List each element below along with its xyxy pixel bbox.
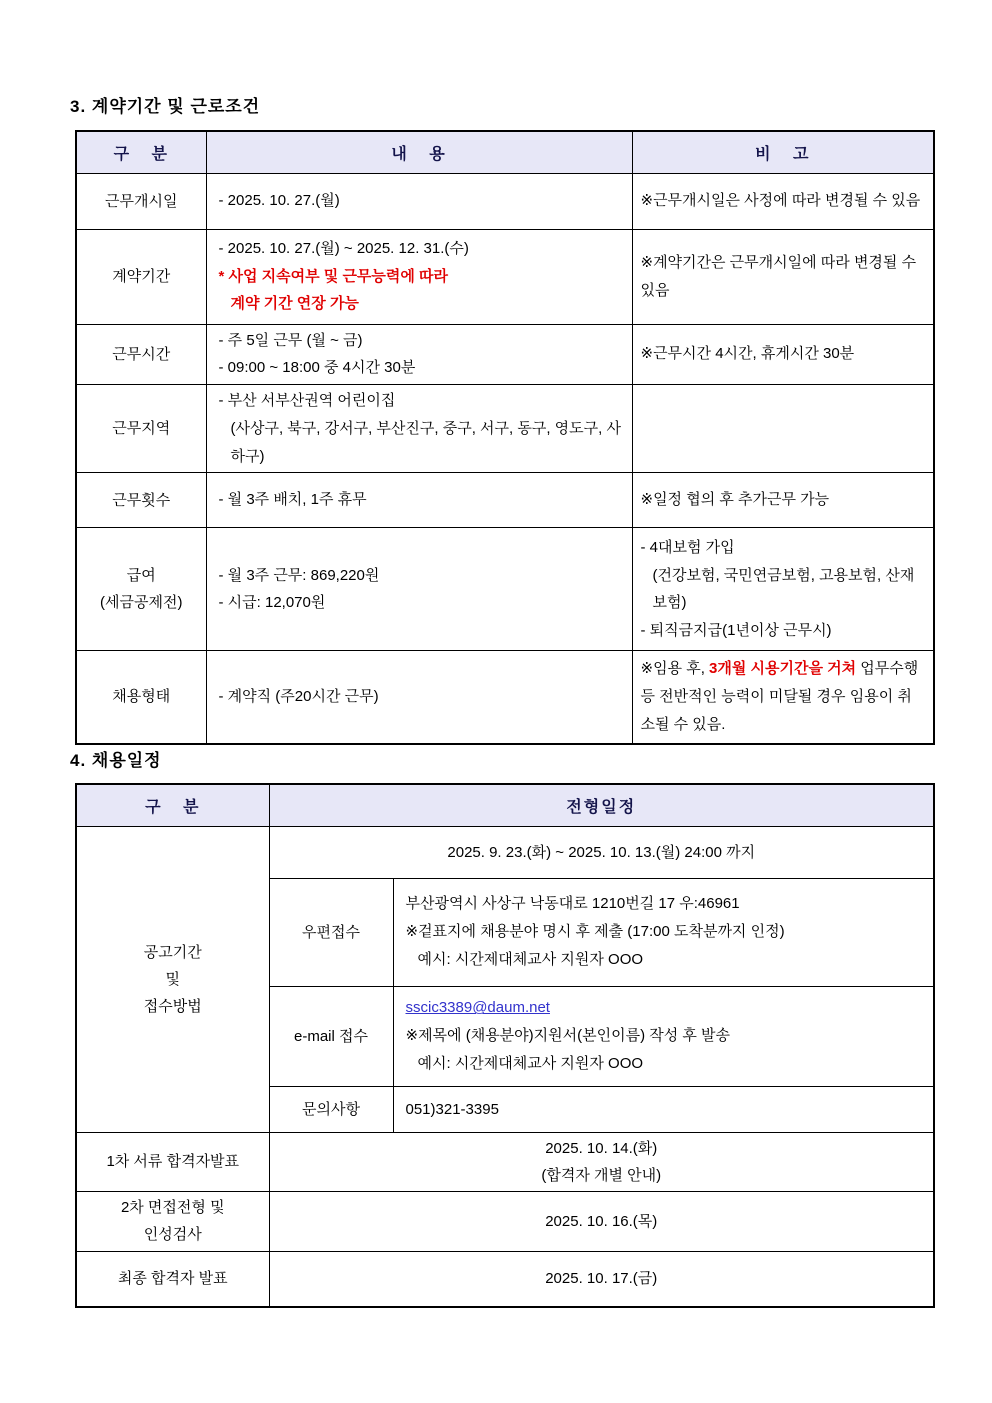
row-content: - 월 3주 배치, 1주 휴무 — [218, 491, 367, 509]
table2-header-row — [76, 784, 934, 826]
email-link[interactable]: sscic3389@daum.net — [405, 999, 550, 1017]
postal-note: ※겉표지에 채용분야 명시 후 제출 (17:00 도착분까지 인정) — [405, 923, 785, 941]
recruitment-schedule-table — [75, 783, 935, 1308]
row-note: (건강보험, 국민연금보험, 고용보험, 산재보험) — [652, 566, 915, 612]
row-content: - 시급: 12,070원 — [218, 594, 326, 612]
row-content: (사상구, 북구, 강서구, 부산진구, 중구, 서구, 동구, 영도구, 사하구) — [230, 419, 621, 465]
result-date: 2025. 10. 16.(목) — [269, 1191, 934, 1251]
row-label-sub: 인성검사 — [143, 1226, 202, 1243]
row-content-warning: 계약 기간 연장 가능 — [230, 295, 359, 313]
row-note: - 퇴직금지급(1년이상 근무시) — [640, 622, 832, 639]
row-note: ※근무개시일은 사정에 따라 변경될 수 있음 — [632, 173, 934, 229]
result-note: (합격자 개별 안내) — [541, 1166, 662, 1184]
row-label: 근무횟수 — [76, 473, 206, 528]
table1-header-note: 비 고 — [632, 131, 934, 173]
row-note: ※근무시간 4시간, 휴게시간 30분 — [632, 324, 934, 385]
table1-header-content: 내 용 — [206, 131, 632, 173]
section-3-title: 3. 계약기간 및 근로조건 — [70, 97, 261, 116]
probation-warning: 3개월 시용기간을 거쳐 — [709, 660, 857, 678]
table1-header-row — [76, 131, 934, 173]
postal-address: 부산광역시 사상구 낙동대로 1210번길 17 우:46961 — [405, 895, 740, 913]
table-row-employment-type — [76, 651, 934, 744]
row-content-warning: * 사업 지속여부 및 근무능력에 따라 — [218, 267, 449, 285]
row-label: 최종 합격자 발표 — [76, 1251, 269, 1307]
table-row-application-period — [76, 826, 934, 878]
table2-header-category: 구 분 — [76, 784, 269, 826]
row-label: 근무개시일 — [76, 173, 206, 229]
section-4-title: 4. 채용일정 — [70, 751, 162, 770]
table-row-work-frequency — [76, 473, 934, 528]
row-note: - 4대보험 가입 — [640, 538, 735, 556]
row-note — [632, 385, 934, 473]
row-note: ※일정 협의 후 추가근무 가능 — [632, 473, 934, 528]
email-apply-label: e-mail 접수 — [269, 986, 393, 1086]
row-content: - 주 5일 근무 (월 ~ 금) — [218, 331, 363, 349]
table-row-start-date — [76, 173, 934, 229]
row-label-sub: (세금공제전) — [100, 594, 183, 612]
row-content: - 계약직 (주20시간 근무) — [218, 688, 379, 705]
table-row-first-result — [76, 1132, 934, 1191]
row-note: ※계약기간은 근무개시일에 따라 변경될 수 있음 — [632, 229, 934, 324]
result-date: 2025. 10. 17.(금) — [269, 1251, 934, 1307]
row-label: 2차 면접전형 및 — [120, 1199, 225, 1216]
table-row-work-area — [76, 385, 934, 473]
table2-header-schedule: 전형일정 — [269, 784, 934, 826]
row-content: - 09:00 ~ 18:00 중 4시간 30분 — [218, 359, 416, 377]
table-row-final-result — [76, 1251, 934, 1307]
postal-example: 예시: 시간제대체교사 지원자 OOO — [417, 950, 644, 968]
apply-group-label: 공고기간 및 접수방법 — [76, 826, 269, 1132]
row-label: 근무지역 — [76, 385, 206, 473]
row-content: - 2025. 10. 27.(월) — [218, 192, 340, 210]
inquiry-label: 문의사항 — [269, 1086, 393, 1132]
result-date: 2025. 10. 14.(화) — [545, 1139, 658, 1157]
application-period: 2025. 9. 23.(화) ~ 2025. 10. 13.(월) 24:00 까지 — [269, 826, 934, 878]
row-label: 1차 서류 합격자발표 — [76, 1132, 269, 1191]
table-row-work-hours — [76, 324, 934, 385]
row-label: 채용형태 — [76, 651, 206, 744]
table-row-interview — [76, 1191, 934, 1251]
table1-header-category: 구 분 — [76, 131, 206, 173]
postal-apply-label: 우편접수 — [269, 878, 393, 986]
row-content: - 부산 서부산권역 어린이집 — [218, 392, 396, 409]
row-content: - 월 3주 근무: 869,220원 — [218, 566, 380, 584]
contract-conditions-table — [75, 130, 935, 745]
email-note: ※제목에 (채용분야)지원서(본인이름) 작성 후 발송 — [405, 1027, 731, 1045]
row-label: 근무시간 — [76, 324, 206, 385]
email-example: 예시: 시간제대체교사 지원자 OOO — [417, 1054, 644, 1072]
row-content: - 2025. 10. 27.(월) ~ 2025. 12. 31.(수) — [218, 239, 469, 257]
row-note: ※임용 후, 3개월 시용기간을 거쳐 업무수행 등 전반적인 능력이 미달될 경우 임용이 취소될 수 있음. — [632, 651, 934, 744]
table-row-salary — [76, 528, 934, 651]
row-label: 계약기간 — [76, 229, 206, 324]
table-row-contract-period — [76, 229, 934, 324]
inquiry-phone: 051)321-3395 — [393, 1086, 934, 1132]
row-label: 급여 — [126, 567, 156, 585]
